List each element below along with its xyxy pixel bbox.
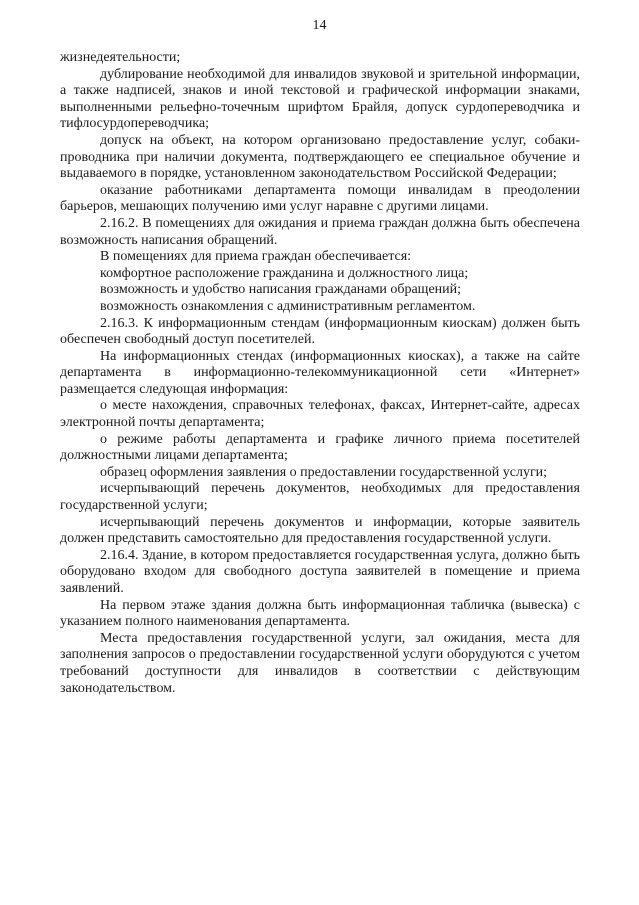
paragraph: возможность и удобство написания гражданами обращений; [100,282,462,298]
paragraph: образец оформления заявления о предоставлении государственной услуги; [100,464,548,480]
paragraph: На информационных стендах (информационных киосках), а также на сайте департамента в информационно-телекоммуникационной сети «Интернет» размещается следующая информация: [60,348,580,397]
paragraph: 2.16.4. Здание, в котором предоставляется государственная услуга, должно быть оборудовано входом для свободного доступа заявителей в помещение и приема заявлений. [60,547,580,596]
paragraph: На первом этаже здания должна быть информационная табличка (вывеска) с указанием полного наименования департамента. [60,597,580,630]
paragraph: оказание работниками департамента помощи инвалидам в преодолении барьеров, мешающих получению ими услуг наравне с другими лицами. [60,182,580,215]
page-number: 14 [312,18,327,33]
paragraph: исчерпывающий перечень документов и информации, которые заявитель должен представить самостоятельно для предоставления государственной услуги. [60,514,580,547]
paragraph: дублирование необходимой для инвалидов звуковой и зрительной информации, а также надписей, знаков и иной текстовой и графической информации знаками, выполненными рельефно-точечным шрифтом Брайля, допуск сурдопереводчика и тифлосурдопереводчика; [60,66,580,132]
paragraph: 2.16.2. В помещениях для ожидания и приема граждан должна быть обеспечена возможность написания обращений. [60,215,580,248]
paragraph: В помещениях для приема граждан обеспечивается: [100,249,412,265]
paragraph: 2.16.3. К информационным стендам (информационным киоскам) должен быть обеспечен свободный доступ посетителей. [60,315,580,348]
paragraph: жизнедеятельности; [60,50,181,65]
paragraph: комфортное расположение гражданина и должностного лица; [100,265,469,281]
paragraph: о режиме работы департамента и графике личного приема посетителей должностными лицами департамента; [60,431,580,464]
paragraph: Места предоставления государственной услуги, зал ожидания, места для заполнения запросов о предоставлении государственной услуги оборудуются с учетом требований доступности для инвалидов в соответствии с действующим законодательством. [60,630,580,696]
document-body [60,50,580,697]
paragraph: возможность ознакомления с административным регламентом. [100,298,476,314]
paragraph: допуск на объект, на котором организовано предоставление услуг, собаки-проводника при наличии документа, подтверждающего ее специальное обучение и выдаваемого в порядке, установленном законодательством Российской Федерации; [60,132,580,182]
paragraph: о месте нахождения, справочных телефонах, факсах, Интернет-сайте, адресах электронной почты департамента; [60,398,580,431]
paragraph: исчерпывающий перечень документов, необходимых для предоставления государственной услуги; [60,481,580,514]
